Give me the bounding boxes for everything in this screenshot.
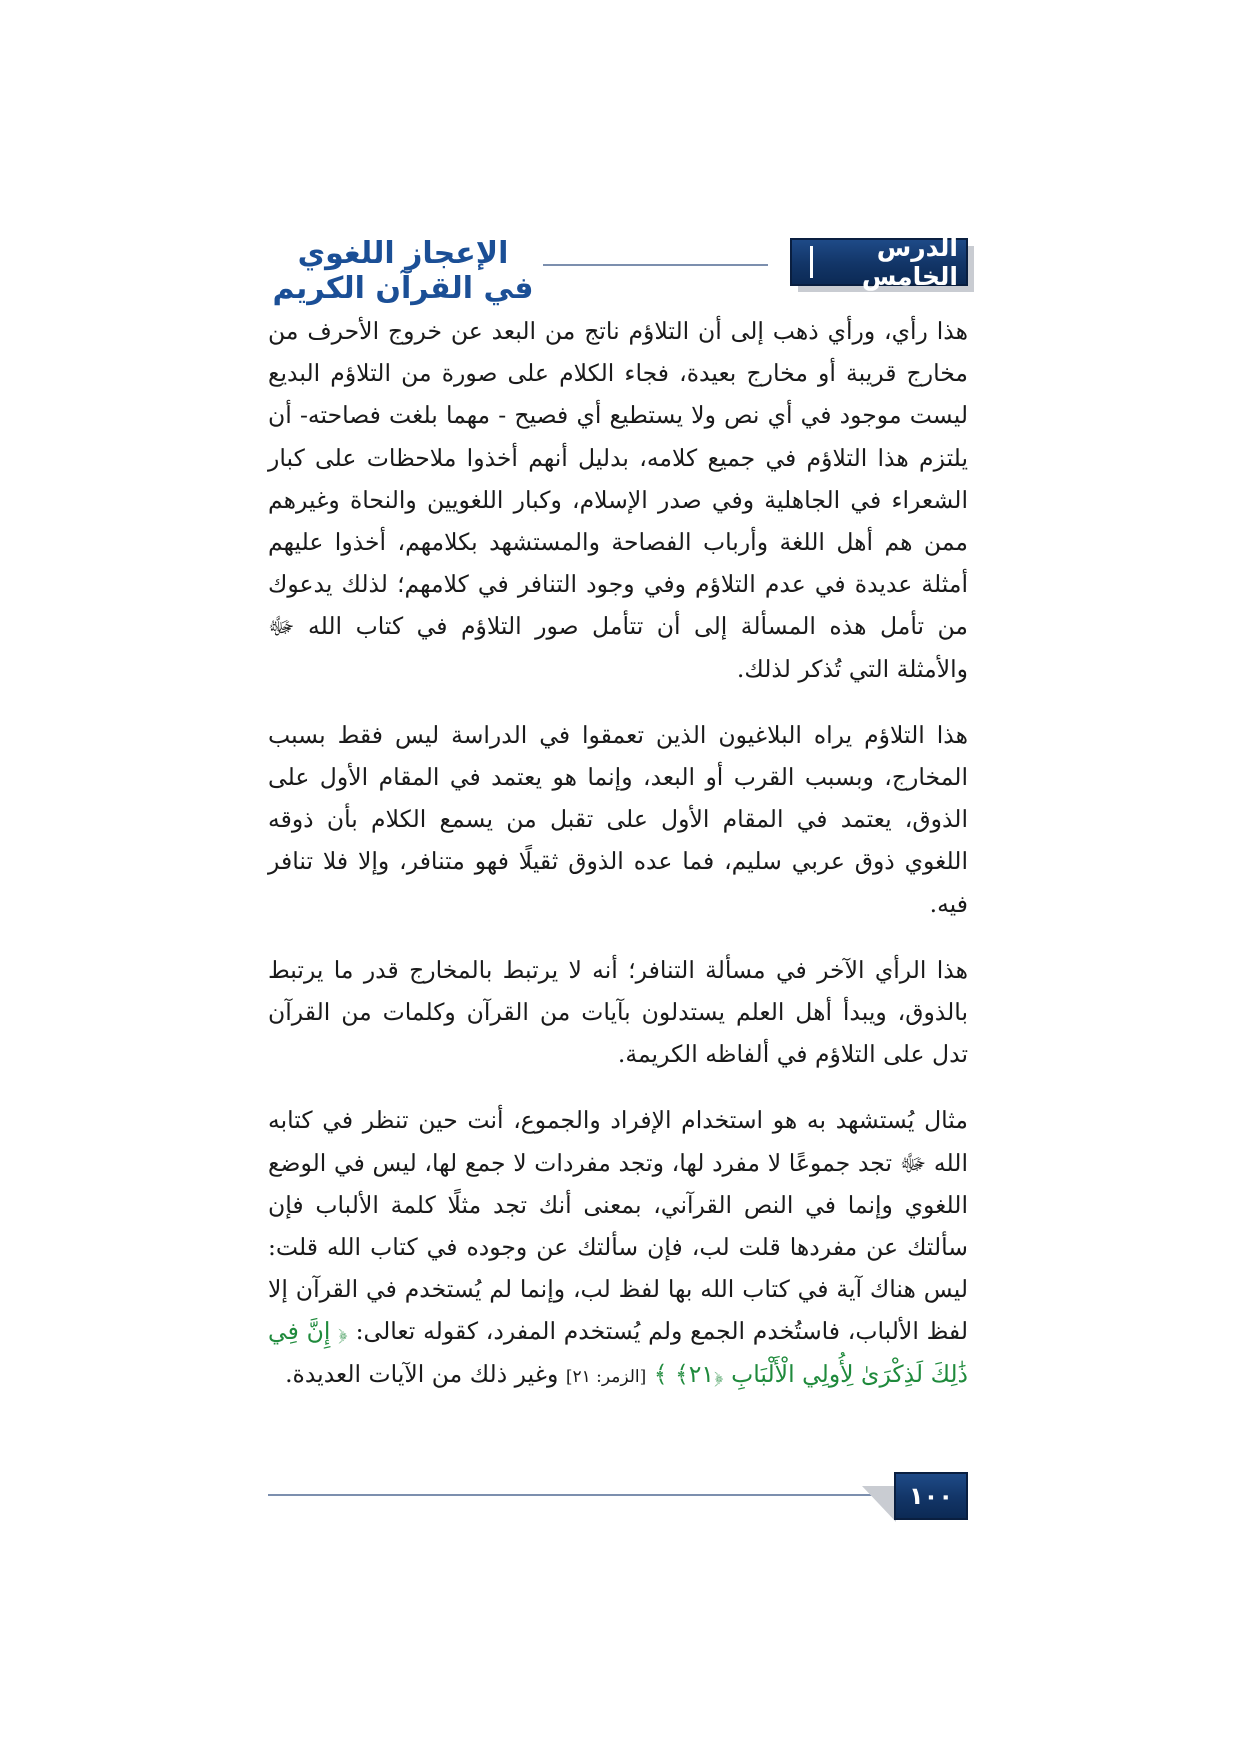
lesson-label-box bbox=[790, 233, 968, 291]
quran-verse: ﴿ إِنَّ فِي ذَٰلِكَ لَذِكْرَىٰ لِأُولِي الْأَلْبَابِ ﴿٢١﴾ ﴾ bbox=[268, 1317, 968, 1388]
paragraph-closing: وغير ذلك من الآيات العديدة. bbox=[285, 1359, 559, 1388]
paragraph: هذا رأي، ورأي ذهب إلى أن التلاؤم ناتج من البعد عن خروج الأحرف من مخارج قريبة أو مخارج بعيدة، فجاء الكلام على صورة من التلاؤم البديع ليست موجود في أي نص ولا يستطيع أي فصيح - مهما بلغت فصاحته- أن يلتزم هذا التلاؤم في جميع كلامه، بدليل أنهم أخذوا ملاحظات على كبار الشعراء في الجاهلية وفي صدر الإسلام، وكبار اللغويين والنحاة وغيرهم ممن هم أهل اللغة وأرباب الفصاحة والمستشهد بكلامهم، أخذوا عليهم أمثلة عديدة في عدم التلاؤم وفي وجود التنافر في كلامهم؛ لذلك يدعوك من تأمل هذه المسألة إلى أن تتأمل صور التلاؤم في كتاب الله ﷻ والأمثلة التي تُذكر لذلك. bbox=[268, 317, 968, 683]
page-content bbox=[268, 310, 968, 1422]
paragraph-with-verse bbox=[268, 1099, 968, 1397]
page-number-shadow bbox=[862, 1486, 896, 1522]
paragraph: هذا التلاؤم يراه البلاغيون الذين تعمقوا في الدراسة ليس فقط بسبب المخارج، وبسبب القرب أو البعد، وإنما هو يعتمد في المقام الأول على الذوق، يعتمد في المقام الأول على تقبل من يسمع الكلام بأن ذوقه اللغوي ذوق عربي سليم، فما عده الذوق ثقيلًا فهو متنافر، وإلا فلا تنافر فيه. bbox=[268, 720, 968, 918]
page-header bbox=[268, 232, 968, 306]
header-divider bbox=[543, 264, 768, 266]
paragraph: هذا الرأي الآخر في مسألة التنافر؛ أنه لا يرتبط بالمخارج قدر ما يرتبط بالذوق، ويبدأ أهل العلم يستدلون بآيات من القرآن وكلمات من القرآن تدل على التلاؤم في ألفاظه الكريمة. bbox=[268, 955, 968, 1069]
page-number: ١٠٠ bbox=[894, 1472, 968, 1520]
verse-reference: [الزمر: ٢١] bbox=[565, 1366, 647, 1387]
page-footer bbox=[268, 1472, 968, 1532]
paragraph-text: مثال يُستشهد به هو استخدام الإفراد والجموع، أنت حين تنظر في كتابه الله ﷻ تجد جموعًا لا مفرد لها، وتجد مفردات لا جمع لها، ليس في الوضع اللغوي وإنما في النص القرآني، بمعنى أنك تجد مثلًا كلمة الألباب فإن سألتك عن مفردها قلت لب، فإن سألتك عن وجوده في كتاب الله قلت: ليس هناك آية في كتاب الله بها لفظ لب، وإنما لم يُستخدم في القرآن إلا لفظ الألباب، فاستُخدم الجمع ولم يُستخدم المفرد، كقوله تعالى: bbox=[268, 1106, 968, 1346]
footer-divider bbox=[268, 1494, 888, 1496]
book-title: الإعجاز اللغوي في القرآن الكريم bbox=[272, 236, 534, 306]
lesson-label: الدرس الخامس bbox=[810, 246, 958, 278]
